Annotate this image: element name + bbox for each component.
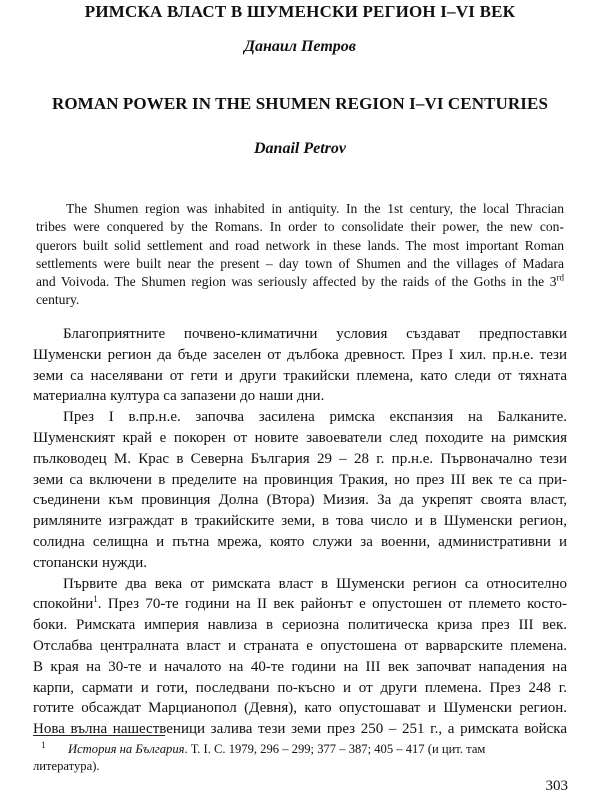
page-number: 303 bbox=[545, 778, 568, 794]
abstract-line: century. bbox=[36, 292, 80, 308]
title-english: ROMAN POWER IN THE SHUMEN REGION I–VI CENTURIES bbox=[51, 94, 549, 113]
footnote-source-title: История на България bbox=[68, 742, 185, 756]
body-line: земи са населявани от гети и други тракийски племена, като следи от тяхната bbox=[33, 367, 567, 384]
body-line: материална култура са запазени до наши дни. bbox=[33, 388, 325, 405]
footnote-reference[interactable]: 1 bbox=[93, 594, 98, 605]
footnote-line: 1 История на България. Т. I. С. 1979, 296 – 299; 377 – 387; 405 – 417 (и цит. там bbox=[41, 739, 486, 756]
body-line: боки. Римската империя навлиза в сериозна политическа криза през III век. bbox=[33, 617, 567, 634]
body-line: стопански нужди. bbox=[33, 554, 148, 571]
body-line: През I в.пр.н.е. започва засилена римска експанзия на Балканите. bbox=[63, 409, 567, 426]
body-line: Шуменският край е покорен от новите завоеватели след походите на римския bbox=[33, 429, 567, 446]
author-english: Danail Petrov bbox=[254, 140, 346, 157]
body-text bbox=[33, 324, 567, 740]
body-line bbox=[33, 594, 567, 615]
body-line-text: . През 70-те години на II век районът е опустошен от племето косто- bbox=[97, 596, 567, 613]
ordinal-superscript: rd bbox=[556, 272, 564, 283]
title-bulgarian: РИМСКА ВЛАСТ В ШУМЕНСКИ РЕГИОН I–VI ВЕК bbox=[84, 2, 516, 21]
body-line: римляните изграждат в тракийските земи, в това число и в Шуменски регион, bbox=[33, 513, 567, 530]
body-line: Шуменски регион да бъде заселен от дълбока древност. През I хил. пр.н.е. тези bbox=[33, 346, 567, 363]
body-line: Отслабва централната власт и страната е опустошена от варварските племена. bbox=[33, 637, 567, 654]
body-line: Нова вълна нашественици залива тези земи през 250 – 251 г., а римската войска bbox=[33, 721, 567, 738]
footnote bbox=[33, 741, 567, 775]
body-line-text: спокойни bbox=[33, 596, 94, 613]
abstract-line: The Shumen region was inhabited in antiquity. In the 1st century, the local Thracian bbox=[66, 201, 564, 216]
english-abstract bbox=[36, 200, 564, 310]
body-line: Първите два века от римската власт в Шуменски регион са относително bbox=[63, 575, 567, 592]
body-line: готите обсаждат Марцианопол (Девня), като опустошават и Шуменски регион. bbox=[33, 700, 567, 717]
body-line: Благоприятните почвено-климатични условия създават предпоставки bbox=[63, 326, 567, 342]
body-line: пълководец М. Крас в Северна България 29 – 28 г. пр.н.е. Първоначално тези bbox=[33, 450, 567, 467]
body-line: солидна селищна и пътна мрежа, която служи за военни, административни и bbox=[33, 533, 567, 550]
author-bulgarian: Данаил Петров bbox=[244, 38, 356, 55]
body-line: съединени към провинция Долна (Втора) Мизия. За да укрепят своята власт, bbox=[33, 492, 567, 509]
body-line: В края на 30-те и началото на 40-те години на III век започват нападения на bbox=[33, 658, 567, 675]
footnote-divider bbox=[33, 735, 165, 736]
abstract-line: settlements were built near the present – day town of Shumen and the villages of Madara bbox=[36, 255, 564, 271]
footnote-line: литература). bbox=[33, 759, 100, 773]
body-line: земи са включени в пределите на провинция Тракия, но през III век те са при- bbox=[33, 471, 567, 488]
abstract-line: tribes were conquered by the Romans. In order to consolidate their power, the new con- bbox=[36, 219, 564, 235]
body-line: карпи, сармати и готи, последвани по-късно и от други племена. През 248 г. bbox=[33, 679, 567, 696]
abstract-line bbox=[36, 273, 564, 291]
abstract-line-text: and Voivoda. The Shumen region was seriously affected by the raids of the Goths in the 3 bbox=[36, 274, 557, 290]
footnote-text: . Т. I. С. 1979, 296 – 299; 377 – 387; 405 – 417 (и цит. там bbox=[184, 742, 486, 756]
abstract-line: querors built solid settlement and road network in these lands. The most important Roman bbox=[36, 237, 564, 253]
